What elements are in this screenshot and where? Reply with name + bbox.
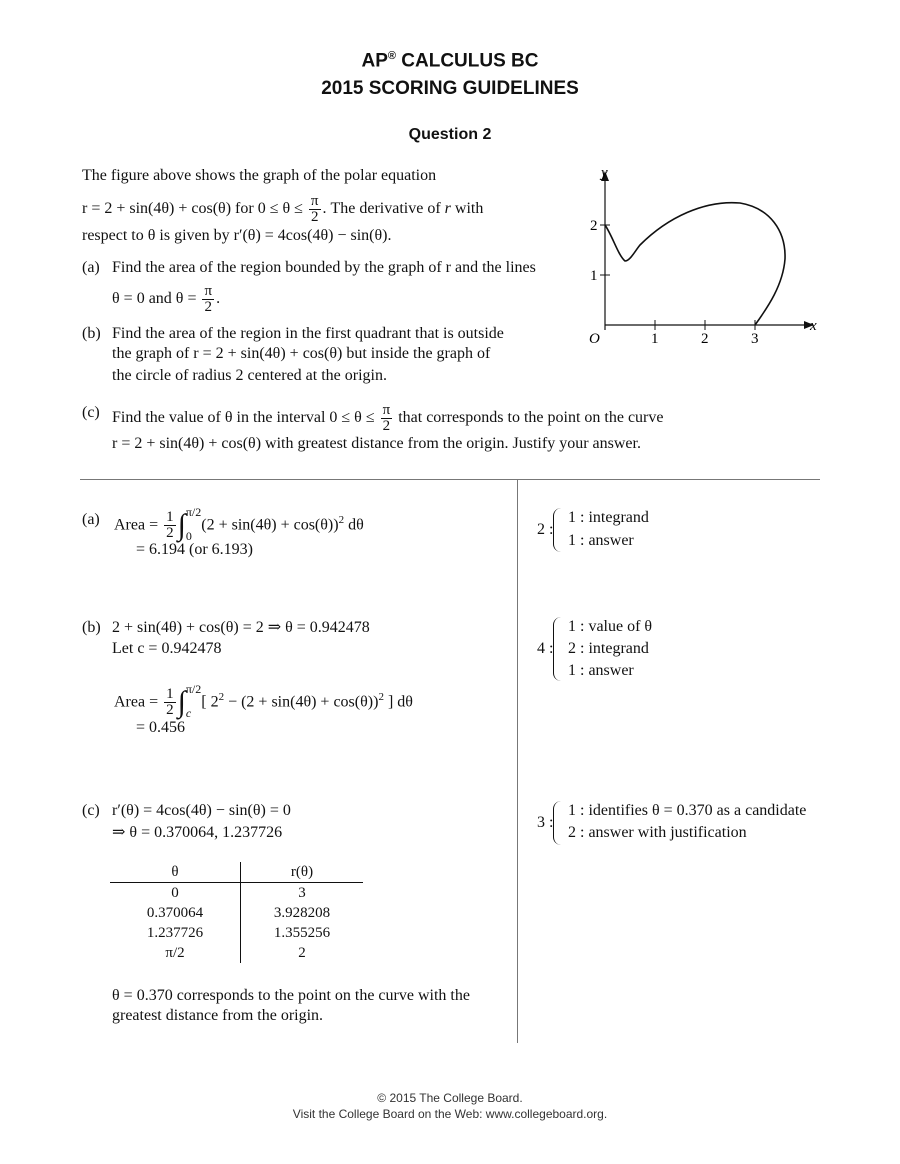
horizontal-divider bbox=[80, 479, 820, 480]
polar-graph bbox=[580, 165, 820, 350]
part-a-label: (a) bbox=[82, 259, 100, 276]
score-b-item-3: 1 : answer bbox=[568, 662, 634, 679]
frac-num: 1 bbox=[166, 509, 174, 526]
x-axis-label: x bbox=[810, 318, 817, 334]
x-tick-label-1: 1 bbox=[651, 331, 659, 347]
frac-num: 1 bbox=[166, 686, 174, 703]
footer-copyright: © 2015 The College Board. bbox=[377, 1091, 523, 1105]
values-table bbox=[110, 862, 363, 963]
integrand-part-b: − (2 + sin(4θ) + cos(θ)) bbox=[224, 693, 379, 711]
interval-text: Find the value of θ in the interval 0 ≤ θ ≤ bbox=[112, 409, 375, 427]
score-a-item-2: 1 : answer bbox=[568, 532, 634, 549]
sol-a-formula bbox=[114, 500, 364, 546]
table-row bbox=[110, 903, 363, 923]
part-b-text-2: the graph of r = 2 + sin(4θ) + cos(θ) but inside the graph of bbox=[112, 345, 491, 362]
part-a-text-2 bbox=[112, 284, 220, 315]
table-header-r: r(θ) bbox=[241, 862, 364, 883]
part-c-text-1 bbox=[112, 403, 663, 434]
sol-b-label: (b) bbox=[82, 619, 101, 636]
score-b-item-2: 2 : integrand bbox=[568, 640, 649, 657]
title-course: CALCULUS BC bbox=[396, 50, 539, 72]
polar-curve bbox=[605, 203, 785, 325]
table-cell: 2 bbox=[241, 943, 364, 963]
integral-limits bbox=[186, 682, 201, 720]
score-c-brace bbox=[553, 801, 568, 845]
frac-den: 2 bbox=[310, 209, 319, 225]
title-ap: AP bbox=[361, 50, 388, 72]
d-theta: dθ bbox=[344, 516, 364, 534]
registered-mark: ® bbox=[387, 50, 396, 62]
page-title bbox=[0, 50, 900, 72]
upper-limit: π/2 bbox=[185, 681, 202, 696]
table-cell: 0 bbox=[171, 885, 179, 901]
table-row bbox=[110, 883, 363, 904]
score-b-item-1: 1 : value of θ bbox=[568, 618, 653, 635]
sol-b-formula bbox=[114, 677, 413, 723]
part-c-text-2: r = 2 + sin(4θ) + cos(θ) with greatest distance from the origin. Justify your answer. bbox=[112, 435, 641, 452]
one-half bbox=[164, 510, 176, 541]
page-subtitle: 2015 SCORING GUIDELINES bbox=[321, 78, 579, 99]
table-cell: 0.370064 bbox=[146, 905, 204, 921]
origin-label: O bbox=[589, 331, 600, 347]
table-cell: 1.237726 bbox=[146, 925, 204, 941]
prompt-intro-line2 bbox=[82, 194, 483, 225]
sol-c-label: (c) bbox=[82, 802, 100, 819]
y-axis-label: y bbox=[601, 165, 608, 181]
frac-num: π bbox=[310, 193, 319, 209]
table-cell: 3 bbox=[241, 883, 364, 904]
integrand-part-a: [ 2 bbox=[201, 693, 219, 711]
upper-limit: π/2 bbox=[185, 504, 202, 519]
part-b-text-3: the circle of radius 2 centered at the origin. bbox=[112, 367, 387, 384]
frac-den: 2 bbox=[382, 418, 391, 434]
prompt-with: with bbox=[454, 200, 484, 218]
lower-limit: c bbox=[185, 705, 192, 720]
sol-c-conclusion-2: greatest distance from the origin. bbox=[112, 1007, 324, 1024]
footer-website: Visit the College Board on the Web: www.collegeboard.org. bbox=[292, 1107, 608, 1121]
integrand-part-c: ] dθ bbox=[383, 693, 413, 711]
pi-over-2-fraction-c bbox=[381, 403, 393, 434]
polar-equation: r = 2 + sin(4θ) + cos(θ) for 0 ≤ θ ≤ bbox=[82, 200, 303, 218]
table-cell: 1.355256 bbox=[241, 923, 364, 943]
score-b-points: 4 : bbox=[537, 640, 554, 657]
exponent-2: 2 bbox=[378, 691, 384, 703]
table-row bbox=[110, 923, 363, 943]
frac-den: 2 bbox=[166, 702, 174, 719]
frac-den: 2 bbox=[204, 299, 213, 315]
part-b-label: (b) bbox=[82, 325, 101, 342]
sol-b-result: = 0.456 bbox=[136, 719, 186, 736]
var-r: r bbox=[444, 200, 451, 218]
x-tick-label-2: 2 bbox=[701, 331, 709, 347]
score-a-points: 2 : bbox=[537, 521, 554, 538]
lower-limit: 0 bbox=[185, 528, 192, 543]
sol-a-result: = 6.194 (or 6.193) bbox=[136, 541, 254, 558]
integrand: (2 + sin(4θ) + cos(θ)) bbox=[201, 516, 339, 534]
score-c-item-2: 2 : answer with justification bbox=[568, 824, 747, 841]
sol-c-line2: ⇒ θ = 0.370064, 1.237726 bbox=[112, 824, 283, 841]
sol-c-line1: r′(θ) = 4cos(4θ) − sin(θ) = 0 bbox=[112, 802, 291, 819]
pi-over-2-fraction-a bbox=[202, 284, 214, 315]
frac-num: π bbox=[382, 402, 391, 418]
table-cell: π/2 bbox=[165, 945, 185, 961]
vertical-divider bbox=[517, 480, 518, 1043]
prompt-derivative-text: . The derivative of bbox=[322, 200, 441, 218]
integral-limits bbox=[186, 505, 201, 543]
frac-num: π bbox=[204, 283, 213, 299]
sol-b-line1: 2 + sin(4θ) + cos(θ) = 2 ⇒ θ = 0.942478 bbox=[112, 619, 370, 636]
y-tick-label-2: 2 bbox=[590, 218, 598, 234]
score-a-brace bbox=[553, 508, 568, 552]
frac-den: 2 bbox=[166, 525, 174, 542]
curve-point-text: that corresponds to the point on the curve bbox=[398, 409, 664, 427]
period: . bbox=[216, 290, 221, 308]
score-a-item-1: 1 : integrand bbox=[568, 509, 649, 526]
theta-lines: θ = 0 and θ = bbox=[112, 290, 197, 308]
integral-sign: ∫ bbox=[177, 685, 186, 719]
area-label: Area = bbox=[114, 693, 159, 711]
integral-sign: ∫ bbox=[177, 508, 186, 542]
x-tick-label-3: 3 bbox=[751, 331, 759, 347]
y-tick-label-1: 1 bbox=[590, 268, 598, 284]
part-b-text-1: Find the area of the region in the first quadrant that is outside bbox=[112, 325, 504, 342]
sol-c-conclusion-1: θ = 0.370 corresponds to the point on the curve with the bbox=[112, 987, 470, 1004]
exponent: 2 bbox=[338, 514, 345, 526]
exponent-1: 2 bbox=[218, 691, 225, 703]
table-header-theta: θ bbox=[110, 862, 241, 883]
area-label: Area = bbox=[114, 516, 159, 534]
table-row bbox=[110, 943, 363, 963]
score-c-item-1: 1 : identifies θ = 0.370 as a candidate bbox=[568, 802, 807, 819]
part-c-label: (c) bbox=[82, 404, 100, 421]
question-heading: Question 2 bbox=[408, 126, 492, 143]
score-c-points: 3 : bbox=[537, 814, 554, 831]
table-cell: 3.928208 bbox=[241, 903, 364, 923]
sol-a-label: (a) bbox=[82, 511, 100, 528]
prompt-intro-line3: respect to θ is given by r′(θ) = 4cos(4θ) − sin(θ). bbox=[82, 227, 392, 244]
one-half bbox=[164, 687, 176, 718]
score-b-brace bbox=[553, 617, 568, 681]
pi-over-2-fraction bbox=[309, 194, 321, 225]
prompt-intro-line1: The figure above shows the graph of the polar equation bbox=[82, 167, 437, 184]
sol-b-line2: Let c = 0.942478 bbox=[112, 640, 222, 657]
part-a-text-1: Find the area of the region bounded by the graph of r and the lines bbox=[112, 259, 536, 276]
